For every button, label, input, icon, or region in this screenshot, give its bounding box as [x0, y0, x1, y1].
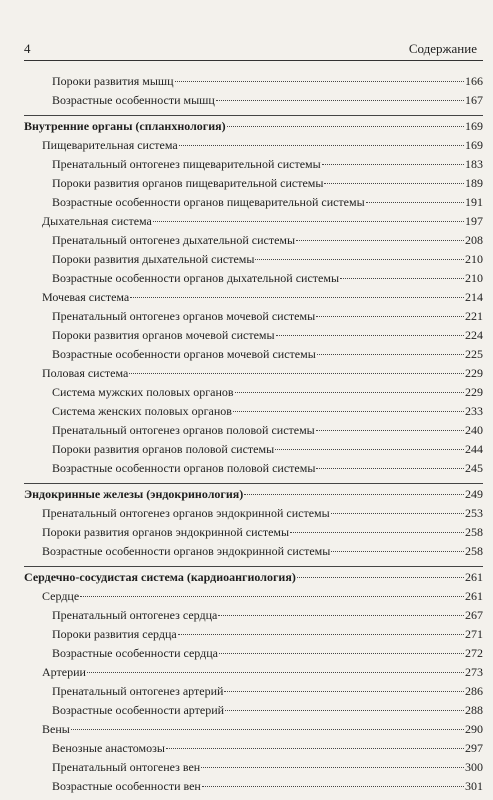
dot-leader — [331, 551, 464, 552]
toc-entry-label: Возрастные особенности органов пищеварительной системы — [52, 195, 365, 209]
toc-entry-label: Система мужских половых органов — [52, 385, 234, 399]
toc-entry-page: 191 — [465, 195, 483, 209]
toc-entry-page: 229 — [465, 385, 483, 399]
dot-leader — [130, 297, 464, 298]
dot-leader — [322, 164, 464, 165]
toc-section — [24, 566, 483, 796]
toc-entry-page: 208 — [465, 233, 483, 247]
toc-entry — [24, 72, 483, 91]
dot-leader — [331, 513, 464, 514]
dot-leader — [201, 767, 464, 768]
dot-leader — [224, 691, 464, 692]
dot-leader — [290, 532, 464, 533]
toc-entry — [24, 663, 483, 682]
page-header — [24, 40, 483, 61]
toc-entry — [24, 739, 483, 758]
toc-entry-label: Пороки развития органов пищеварительной системы — [52, 176, 324, 190]
toc-entry — [24, 212, 483, 231]
dot-leader — [129, 373, 464, 374]
toc-entry-label: Пороки развития мышц — [52, 74, 174, 88]
toc-entry-label: Вены — [42, 722, 70, 736]
toc-entry-page: 245 — [465, 461, 483, 475]
toc-entry — [24, 269, 483, 288]
toc-entry-page: 210 — [465, 252, 483, 266]
toc-entry — [24, 364, 483, 383]
toc-entry-page: 253 — [465, 506, 483, 520]
toc-entry-label: Пренатальный онтогенез дыхательной системы — [52, 233, 296, 247]
toc-section — [24, 483, 483, 561]
dot-leader — [71, 729, 464, 730]
toc-entry — [24, 504, 483, 523]
dot-leader — [317, 354, 464, 355]
page-number: 4 — [24, 41, 31, 56]
toc-entry-label: Возрастные особенности артерий — [52, 703, 225, 717]
toc-entry-label: Мочевая система — [42, 290, 130, 304]
toc-entry — [24, 174, 483, 193]
toc-entry — [24, 193, 483, 212]
toc-entry — [24, 383, 483, 402]
dot-leader — [87, 672, 464, 673]
toc-entry-label: Пренатальный онтогенез пищеварительной системы — [52, 157, 321, 171]
toc-entry — [24, 587, 483, 606]
toc-section-title-page: 249 — [465, 487, 483, 501]
toc-entry-page: 297 — [465, 741, 483, 755]
toc-entry — [24, 231, 483, 250]
dot-leader — [324, 183, 464, 184]
dot-leader — [233, 411, 464, 412]
toc-entry-page: 290 — [465, 722, 483, 736]
dot-leader — [316, 316, 464, 317]
toc-entry — [24, 758, 483, 777]
toc-entry-page: 267 — [465, 608, 483, 622]
toc-entry-label: Пороки развития органов половой системы — [52, 442, 275, 456]
toc-entry-page: 273 — [465, 665, 483, 679]
dot-leader — [202, 786, 464, 787]
toc-entry-page: 214 — [465, 290, 483, 304]
toc-entry-page: 189 — [465, 176, 483, 190]
toc-section-title-label: Эндокринные железы (эндокринология) — [24, 487, 244, 501]
toc-entry-page: 233 — [465, 404, 483, 418]
toc-entry-page: 166 — [465, 74, 483, 88]
toc-entry — [24, 459, 483, 478]
toc-entry-page: 271 — [465, 627, 483, 641]
toc-entry — [24, 326, 483, 345]
toc-entry-label: Пороки развития дыхательной системы — [52, 252, 255, 266]
dot-leader — [316, 430, 464, 431]
dot-leader — [366, 202, 464, 203]
dot-leader — [225, 710, 464, 711]
toc-entry — [24, 91, 483, 110]
toc-entry-page: 210 — [465, 271, 483, 285]
table-of-contents — [24, 72, 483, 796]
dot-leader — [227, 126, 464, 127]
toc-entry — [24, 155, 483, 174]
toc-entry — [24, 402, 483, 421]
toc-section-title — [24, 117, 483, 136]
toc-section — [24, 115, 483, 478]
toc-entry — [24, 644, 483, 663]
toc-entry-label: Половая система — [42, 366, 129, 380]
toc-section-title — [24, 568, 483, 587]
toc-entry-label: Пренатальный онтогенез органов эндокринной системы — [42, 506, 330, 520]
toc-entry-label: Возрастные особенности сердца — [52, 646, 218, 660]
toc-entry-label: Возрастные особенности мышц — [52, 93, 215, 107]
toc-entry-page: 258 — [465, 544, 483, 558]
toc-entry-label: Венозные анастомозы — [52, 741, 165, 755]
toc-entry-label: Пренатальный онтогенез вен — [52, 760, 201, 774]
dot-leader — [235, 392, 464, 393]
toc-entry-page: 301 — [465, 779, 483, 793]
toc-entry-label: Возрастные особенности органов половой системы — [52, 461, 316, 475]
toc-entry-page: 167 — [465, 93, 483, 107]
dot-leader — [175, 81, 464, 82]
toc-entry — [24, 720, 483, 739]
toc-section-title-page: 169 — [465, 119, 483, 133]
toc-entry — [24, 288, 483, 307]
toc-entry — [24, 606, 483, 625]
toc-entry-label: Пренатальный онтогенез артерий — [52, 684, 224, 698]
toc-entry — [24, 250, 483, 269]
dot-leader — [275, 449, 464, 450]
toc-section-title-label: Сердечно-сосудистая система (кардиоангиология) — [24, 570, 296, 584]
dot-leader — [153, 221, 464, 222]
dot-leader — [80, 596, 464, 597]
toc-entry-label: Сердце — [42, 589, 80, 603]
toc-entry — [24, 682, 483, 701]
dot-leader — [178, 634, 464, 635]
toc-entry-page: 288 — [465, 703, 483, 717]
toc-entry — [24, 440, 483, 459]
toc-entry-label: Возрастные особенности вен — [52, 779, 201, 793]
toc-entry — [24, 307, 483, 326]
toc-section-title-page: 261 — [465, 570, 483, 584]
toc-entry — [24, 625, 483, 644]
dot-leader — [296, 240, 464, 241]
dot-leader — [276, 335, 464, 336]
toc-sections — [24, 115, 483, 796]
dot-leader — [218, 615, 464, 616]
toc-entry-label: Пороки развития органов эндокринной системы — [42, 525, 290, 539]
dot-leader — [216, 100, 464, 101]
toc-entry-page: 229 — [465, 366, 483, 380]
toc-entry-page: 225 — [465, 347, 483, 361]
toc-entry-label: Артерии — [42, 665, 86, 679]
toc-entry-page: 183 — [465, 157, 483, 171]
toc-entry-page: 221 — [465, 309, 483, 323]
toc-entry-label: Пренатальный онтогенез органов мочевой системы — [52, 309, 316, 323]
toc-entry-label: Возрастные особенности органов мочевой системы — [52, 347, 316, 361]
toc-entry-page: 261 — [465, 589, 483, 603]
toc-entry-label: Пороки развития органов мочевой системы — [52, 328, 275, 342]
toc-entry-label: Пренатальный онтогенез сердца — [52, 608, 218, 622]
toc-entry — [24, 701, 483, 720]
toc-entry — [24, 777, 483, 796]
toc-entry-label: Пищеварительная система — [42, 138, 178, 152]
toc-entry-page: 286 — [465, 684, 483, 698]
running-title: Содержание — [408, 41, 477, 56]
toc-entry-label: Дыхательная система — [42, 214, 152, 228]
dot-leader — [166, 748, 464, 749]
toc-entry-page: 258 — [465, 525, 483, 539]
dot-leader — [340, 278, 464, 279]
dot-leader — [219, 653, 464, 654]
toc-entry-page: 272 — [465, 646, 483, 660]
toc-entry-page: 240 — [465, 423, 483, 437]
toc-entry-page: 300 — [465, 760, 483, 774]
toc-entry — [24, 523, 483, 542]
toc-entry-page: 169 — [465, 138, 483, 152]
toc-entry-page: 197 — [465, 214, 483, 228]
toc-section-title-label: Внутренние органы (спланхнология) — [24, 119, 226, 133]
dot-leader — [179, 145, 464, 146]
toc-entry — [24, 421, 483, 440]
toc-entry-label: Возрастные особенности органов эндокринной системы — [42, 544, 331, 558]
toc-entry-page: 244 — [465, 442, 483, 456]
toc-entry-label: Пороки развития сердца — [52, 627, 177, 641]
dot-leader — [255, 259, 464, 260]
toc-entry — [24, 136, 483, 155]
dot-leader — [244, 494, 464, 495]
toc-entry-label: Система женских половых органов — [52, 404, 232, 418]
toc-section-title — [24, 485, 483, 504]
dot-leader — [297, 577, 464, 578]
toc-entry — [24, 542, 483, 561]
toc-entry-page: 224 — [465, 328, 483, 342]
toc-entry-label: Пренатальный онтогенез органов половой системы — [52, 423, 315, 437]
toc-entry-label: Возрастные особенности органов дыхательной системы — [52, 271, 340, 285]
toc-entry — [24, 345, 483, 364]
dot-leader — [316, 468, 464, 469]
